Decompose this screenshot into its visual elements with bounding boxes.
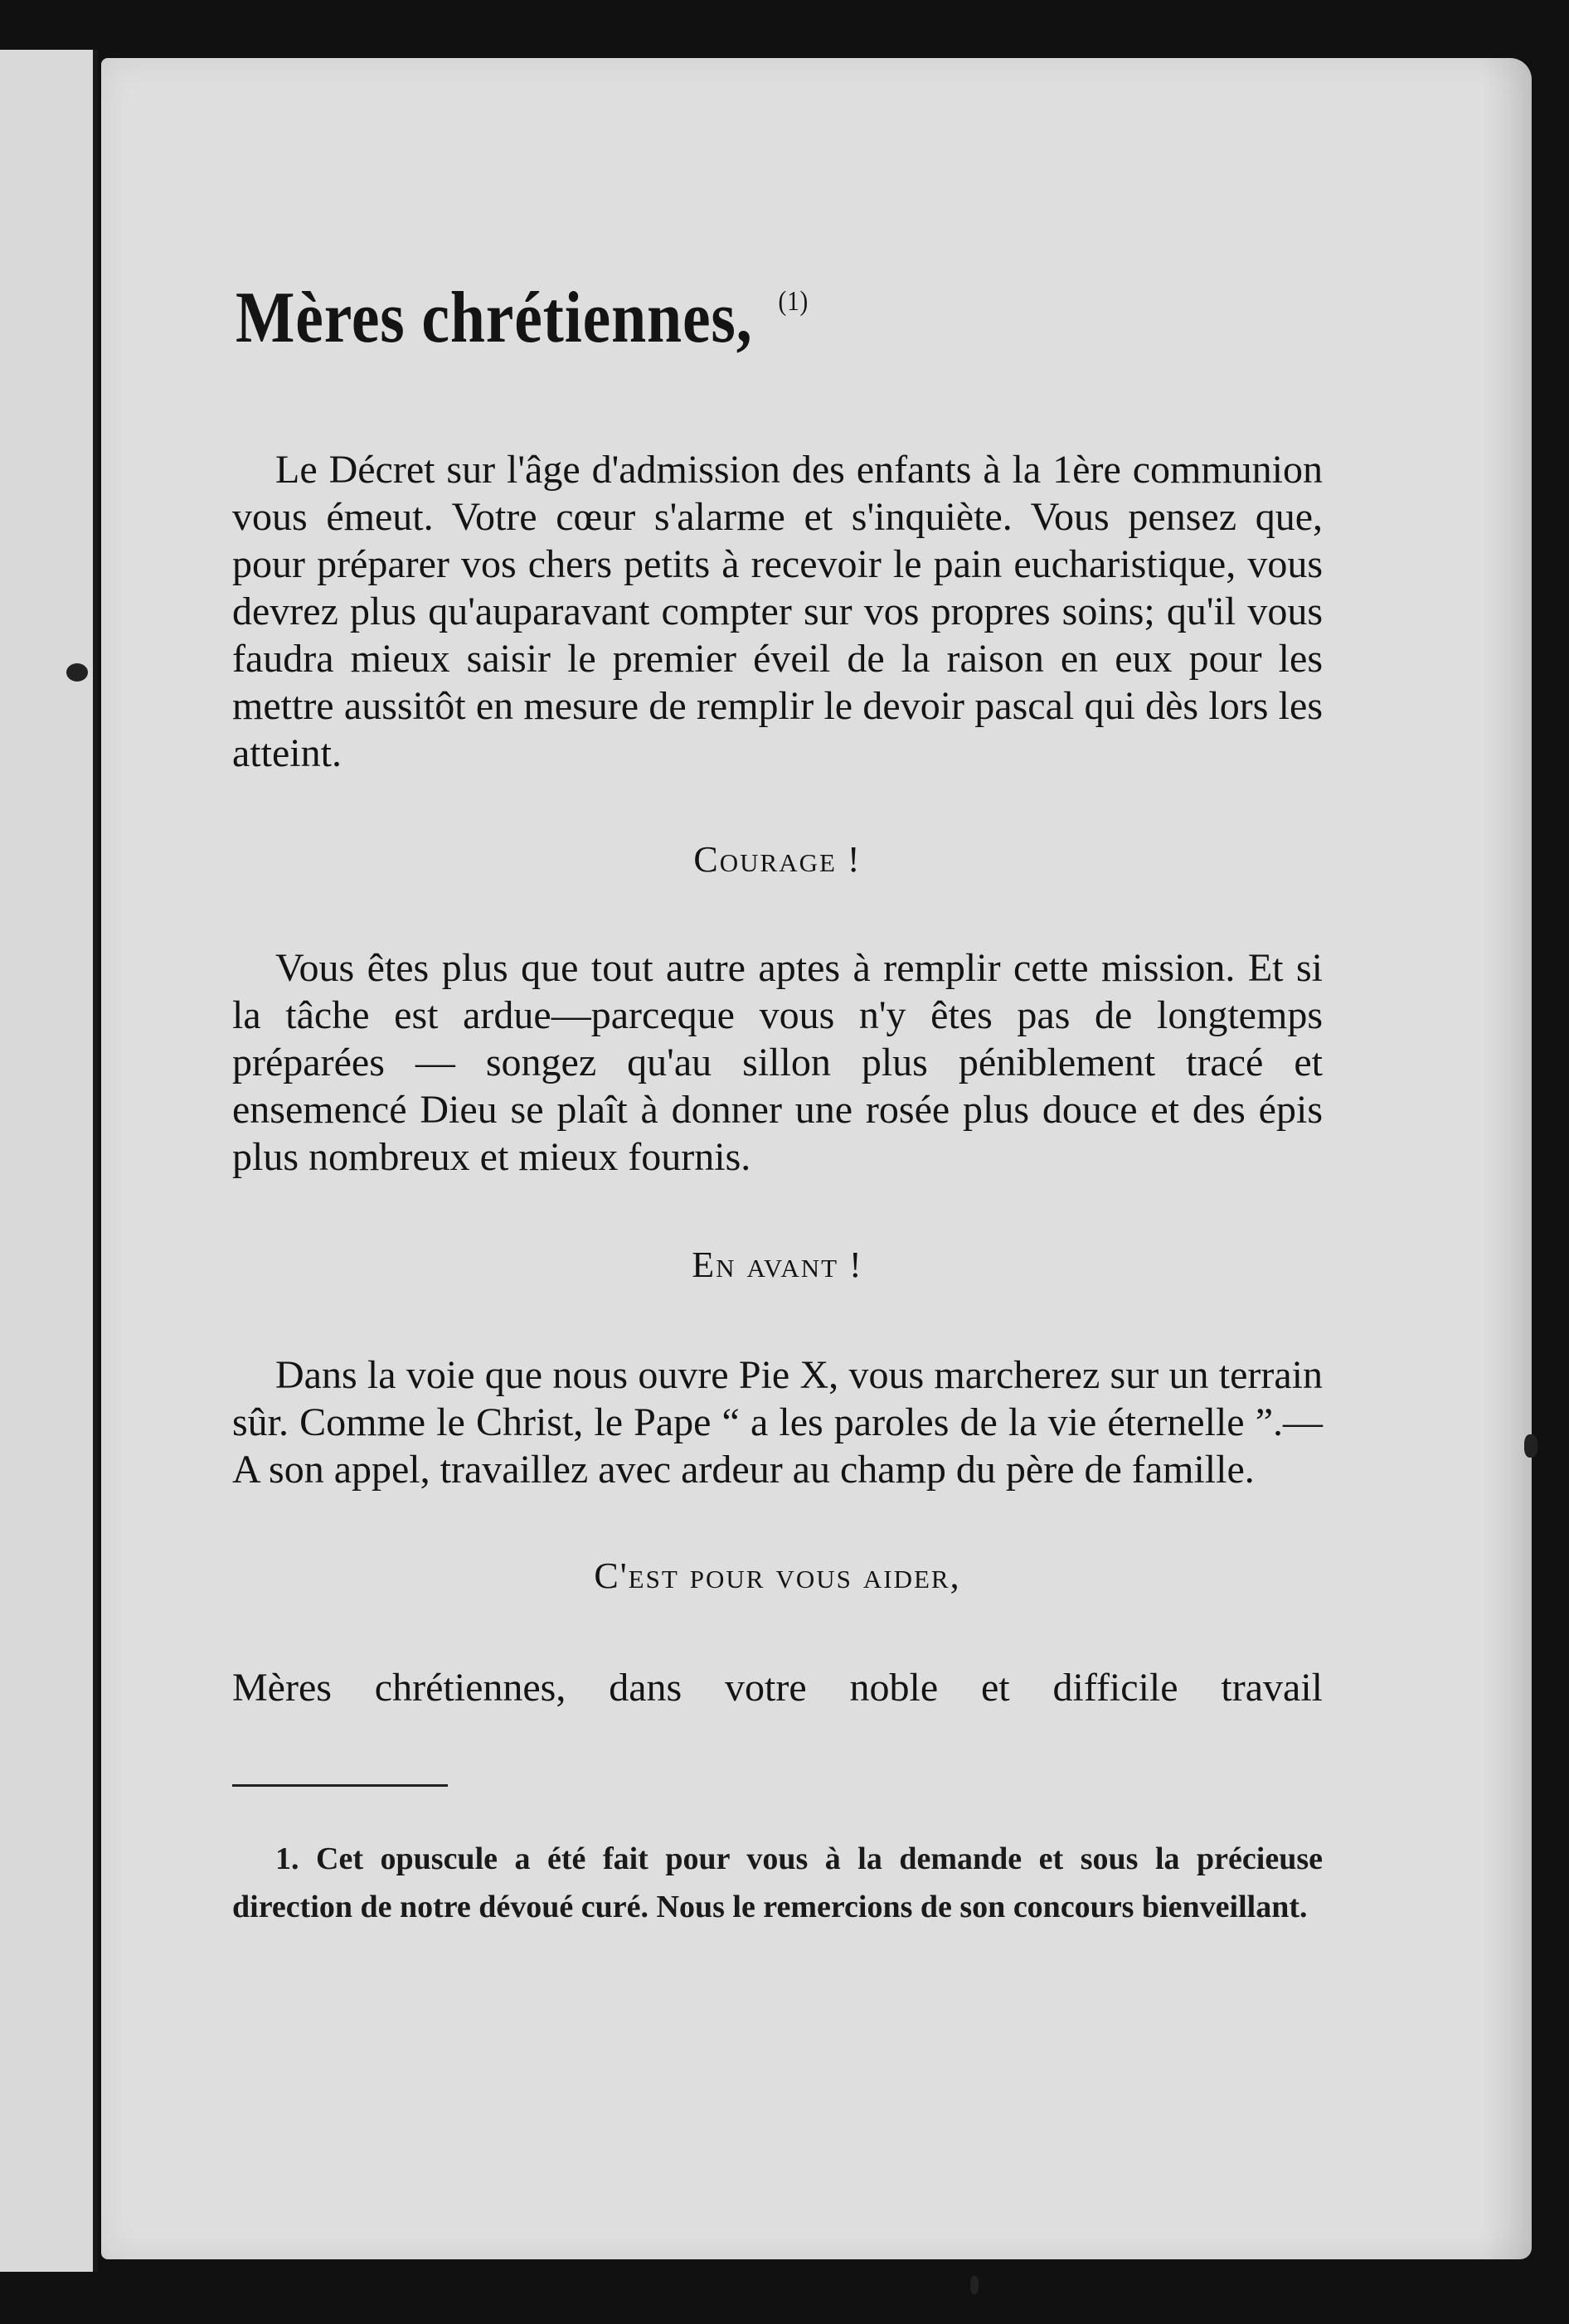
- heading-en-avant: En avant !: [692, 1244, 863, 1285]
- previous-page-edge: [0, 50, 98, 2272]
- footnote-divider: [232, 1784, 448, 1787]
- heading-courage: Courage !: [693, 839, 862, 880]
- speck: [1524, 1434, 1537, 1458]
- speck: [970, 2276, 979, 2294]
- footnote: 1. Cet opuscule a été fait pour vous à la demande et sous la précieuse direction de notre dévoué curé. Nous le remercions de son concours bienveillant.: [232, 1841, 1323, 1924]
- heading-pour-vous-aider: C'est pour vous aider,: [594, 1555, 961, 1596]
- page-title-text: Mères chrétiennes,: [236, 278, 753, 358]
- paragraph-decree: Le Décret sur l'âge d'admission des enfants à la 1ère communion vous émeut. Votre cœur s'alarme et s'inquiète. Vous pensez que, pour préparer vos chers petits à recevoir le pain eucharistique, vous devrez plus qu'auparavant compter sur vos propres soins; qu'il vous faudra mieux saisir le premier éveil de la raison en eux pour les mettre aussitôt en mesure de remplir le devoir pascal qui dès lors les atteint.: [232, 448, 1323, 775]
- page-text: [232, 278, 1323, 1931]
- footnote-reference: (1): [778, 286, 809, 317]
- paragraph-mission: Vous êtes plus que tout autre aptes à remplir cette mission. Et si la tâche est ardue—parceque vous n'y êtes pas de longtemps préparées — songez qu'au sillon plus péniblement tracé et ensemencé Dieu se plaît à donner une rosée plus douce et des épis plus nombreux et mieux fournis.: [232, 946, 1323, 1179]
- page-title: [236, 278, 1170, 358]
- page-edge-shadow: [1482, 58, 1532, 2259]
- closing-line: Mères chrétiennes, dans votre noble et difficile travail: [232, 1666, 1323, 1710]
- document-page: [101, 58, 1532, 2259]
- speck: [66, 663, 88, 682]
- paragraph-pie-x: Dans la voie que nous ouvre Pie X, vous marcherez sur un terrain sûr. Comme le Christ, le Pape “ a les paroles de la vie éternelle ”.—A son appel, travaillez avec ardeur au champ du père de famille.: [232, 1353, 1323, 1492]
